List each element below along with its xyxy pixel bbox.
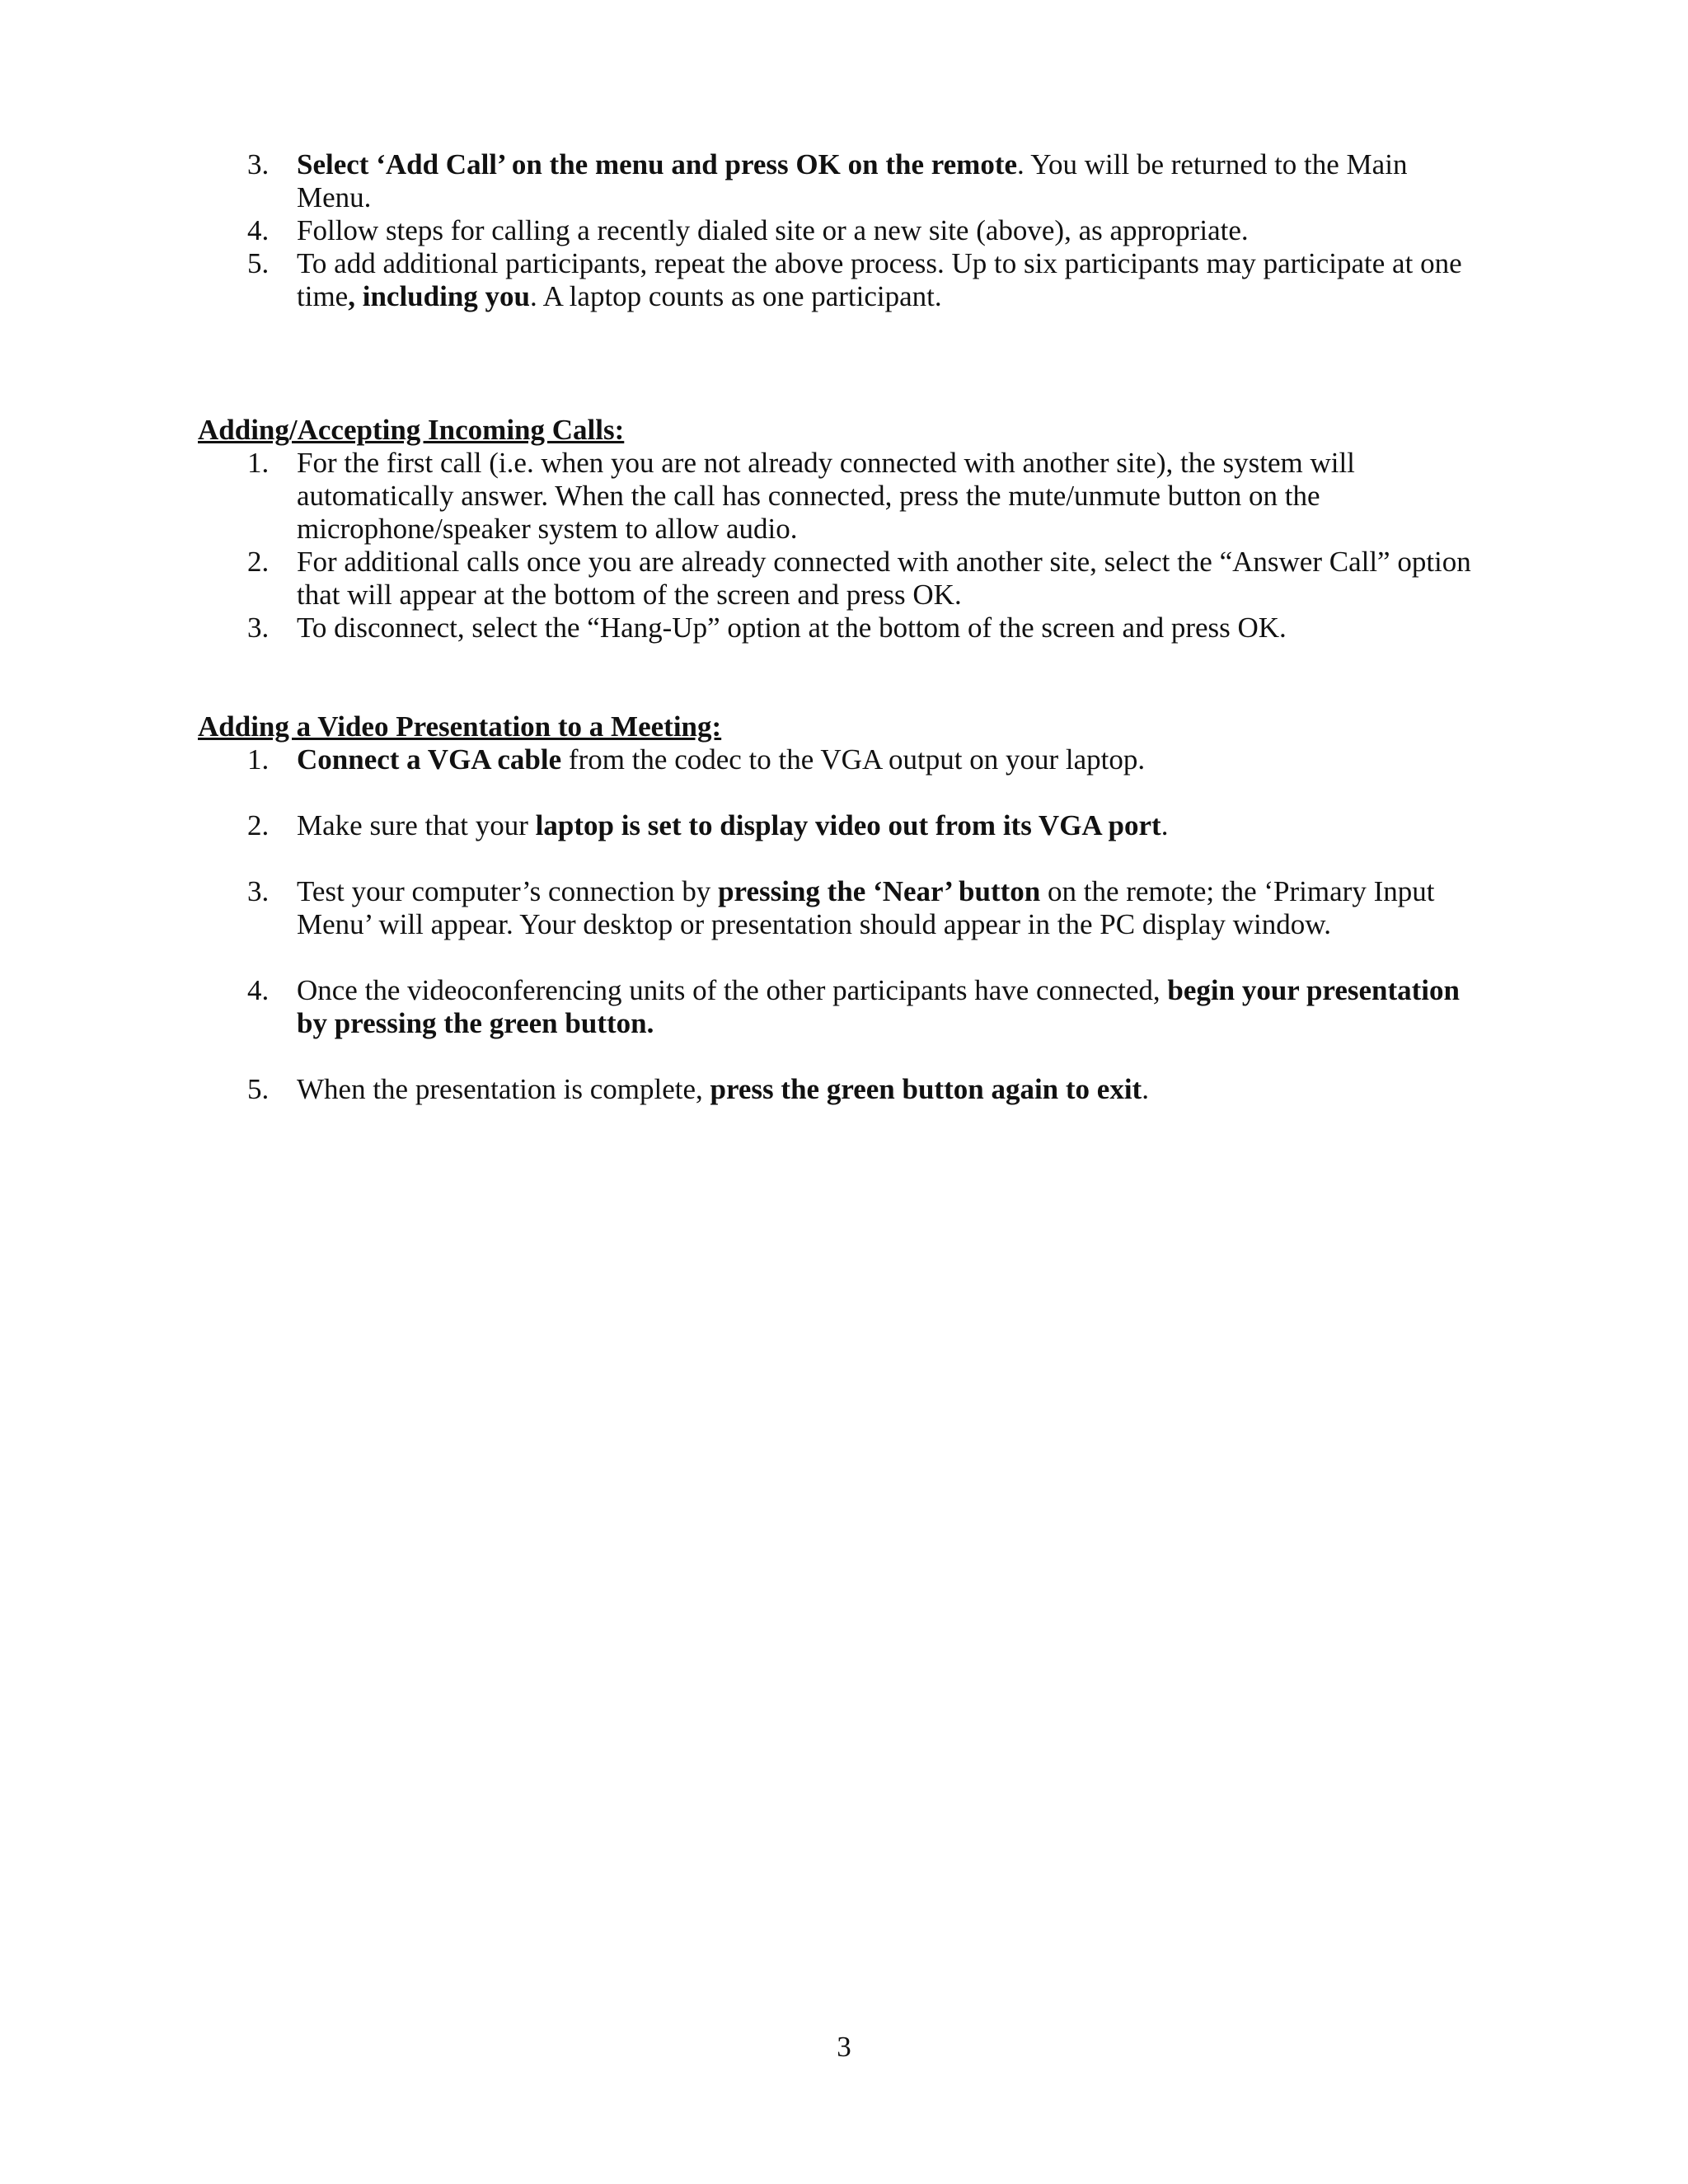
video-presentation-steps-list — [198, 743, 1484, 1106]
list-item-text: . — [1142, 1073, 1149, 1105]
list-item-text: from the codec to the VGA output on your laptop. — [561, 743, 1146, 776]
list-item-bold-text: begin your presentation by pressing the green button. — [297, 974, 1460, 1039]
list-item-number: 2. — [247, 546, 270, 578]
list-item — [198, 809, 1484, 842]
list-item — [198, 214, 1484, 247]
list-item — [198, 546, 1484, 612]
list-item-text: on the remote; the ‘Primary Input Menu’ will appear. Your desktop or presentation should appear in the PC display window. — [297, 875, 1435, 940]
list-item-text: For the first call (i.e. when you are not already connected with another site), the system will automatically answer. When the call has connected, press the mute/unmute button on the microphone/speaker system to allow audio. — [297, 447, 1355, 545]
section-heading-incoming-calls: Adding/Accepting Incoming Calls: — [198, 414, 625, 446]
list-item-number: 3. — [247, 612, 270, 644]
list-item-bold-text: pressing the ‘Near’ button — [718, 875, 1041, 907]
list-item-bold-text: Select ‘Add Call’ on the menu and press OK on the remote — [297, 148, 1018, 180]
list-item-text: Make sure that your — [297, 809, 536, 841]
list-item-number: 3. — [247, 875, 270, 907]
list-item-text: Once the videoconferencing units of the other participants have connected, — [297, 974, 1168, 1006]
list-item-text: . A laptop counts as one participant. — [530, 280, 942, 312]
list-item-bold-text: , including you — [348, 280, 531, 312]
list-item-number: 1. — [247, 743, 270, 776]
list-item-bold-text: press the green button again to exit — [710, 1073, 1142, 1105]
list-item-text: For additional calls once you are already connected with another site, select the “Answer Call” option that will appear at the bottom of the screen and press OK. — [297, 546, 1471, 611]
list-item-text: When the presentation is complete, — [297, 1073, 710, 1105]
list-item-text: To add additional participants, repeat the above process. Up to six participants may participate at one time — [297, 247, 1462, 312]
list-item-number: 5. — [247, 1073, 270, 1105]
continued-steps-section — [198, 148, 1484, 313]
list-item-text: Test your computer’s connection by — [297, 875, 719, 907]
list-item-text: Follow steps for calling a recently dialed site or a new site (above), as appropriate. — [297, 214, 1249, 246]
list-item-number: 5. — [247, 247, 270, 279]
list-item-text: To disconnect, select the “Hang-Up” option at the bottom of the screen and press OK. — [297, 612, 1287, 644]
list-item — [198, 743, 1484, 776]
list-item — [198, 1073, 1484, 1106]
list-item — [198, 148, 1484, 214]
list-item — [198, 612, 1484, 644]
list-item-number: 3. — [247, 148, 270, 180]
list-item-number: 2. — [247, 809, 270, 841]
incoming-calls-section — [198, 414, 1484, 644]
continued-steps-list — [198, 148, 1484, 313]
section-heading-video-presentation: Adding a Video Presentation to a Meeting: — [198, 710, 722, 743]
list-item — [198, 974, 1484, 1040]
list-item — [198, 247, 1484, 313]
list-item-text: . You will be returned to the Main Menu. — [297, 148, 1408, 213]
list-item-text: . — [1160, 809, 1169, 841]
incoming-calls-steps-list — [198, 447, 1484, 644]
page-number: 3 — [837, 2031, 851, 2063]
list-item-number: 4. — [247, 974, 270, 1006]
video-presentation-section — [198, 710, 1484, 1106]
list-item-bold-text: Connect a VGA cable — [297, 743, 562, 776]
list-item-number: 4. — [247, 214, 270, 246]
list-item-bold-text: laptop is set to display video out from its VGA port — [535, 809, 1161, 841]
list-item — [198, 875, 1484, 941]
list-item — [198, 447, 1484, 546]
list-item-number: 1. — [247, 447, 270, 479]
